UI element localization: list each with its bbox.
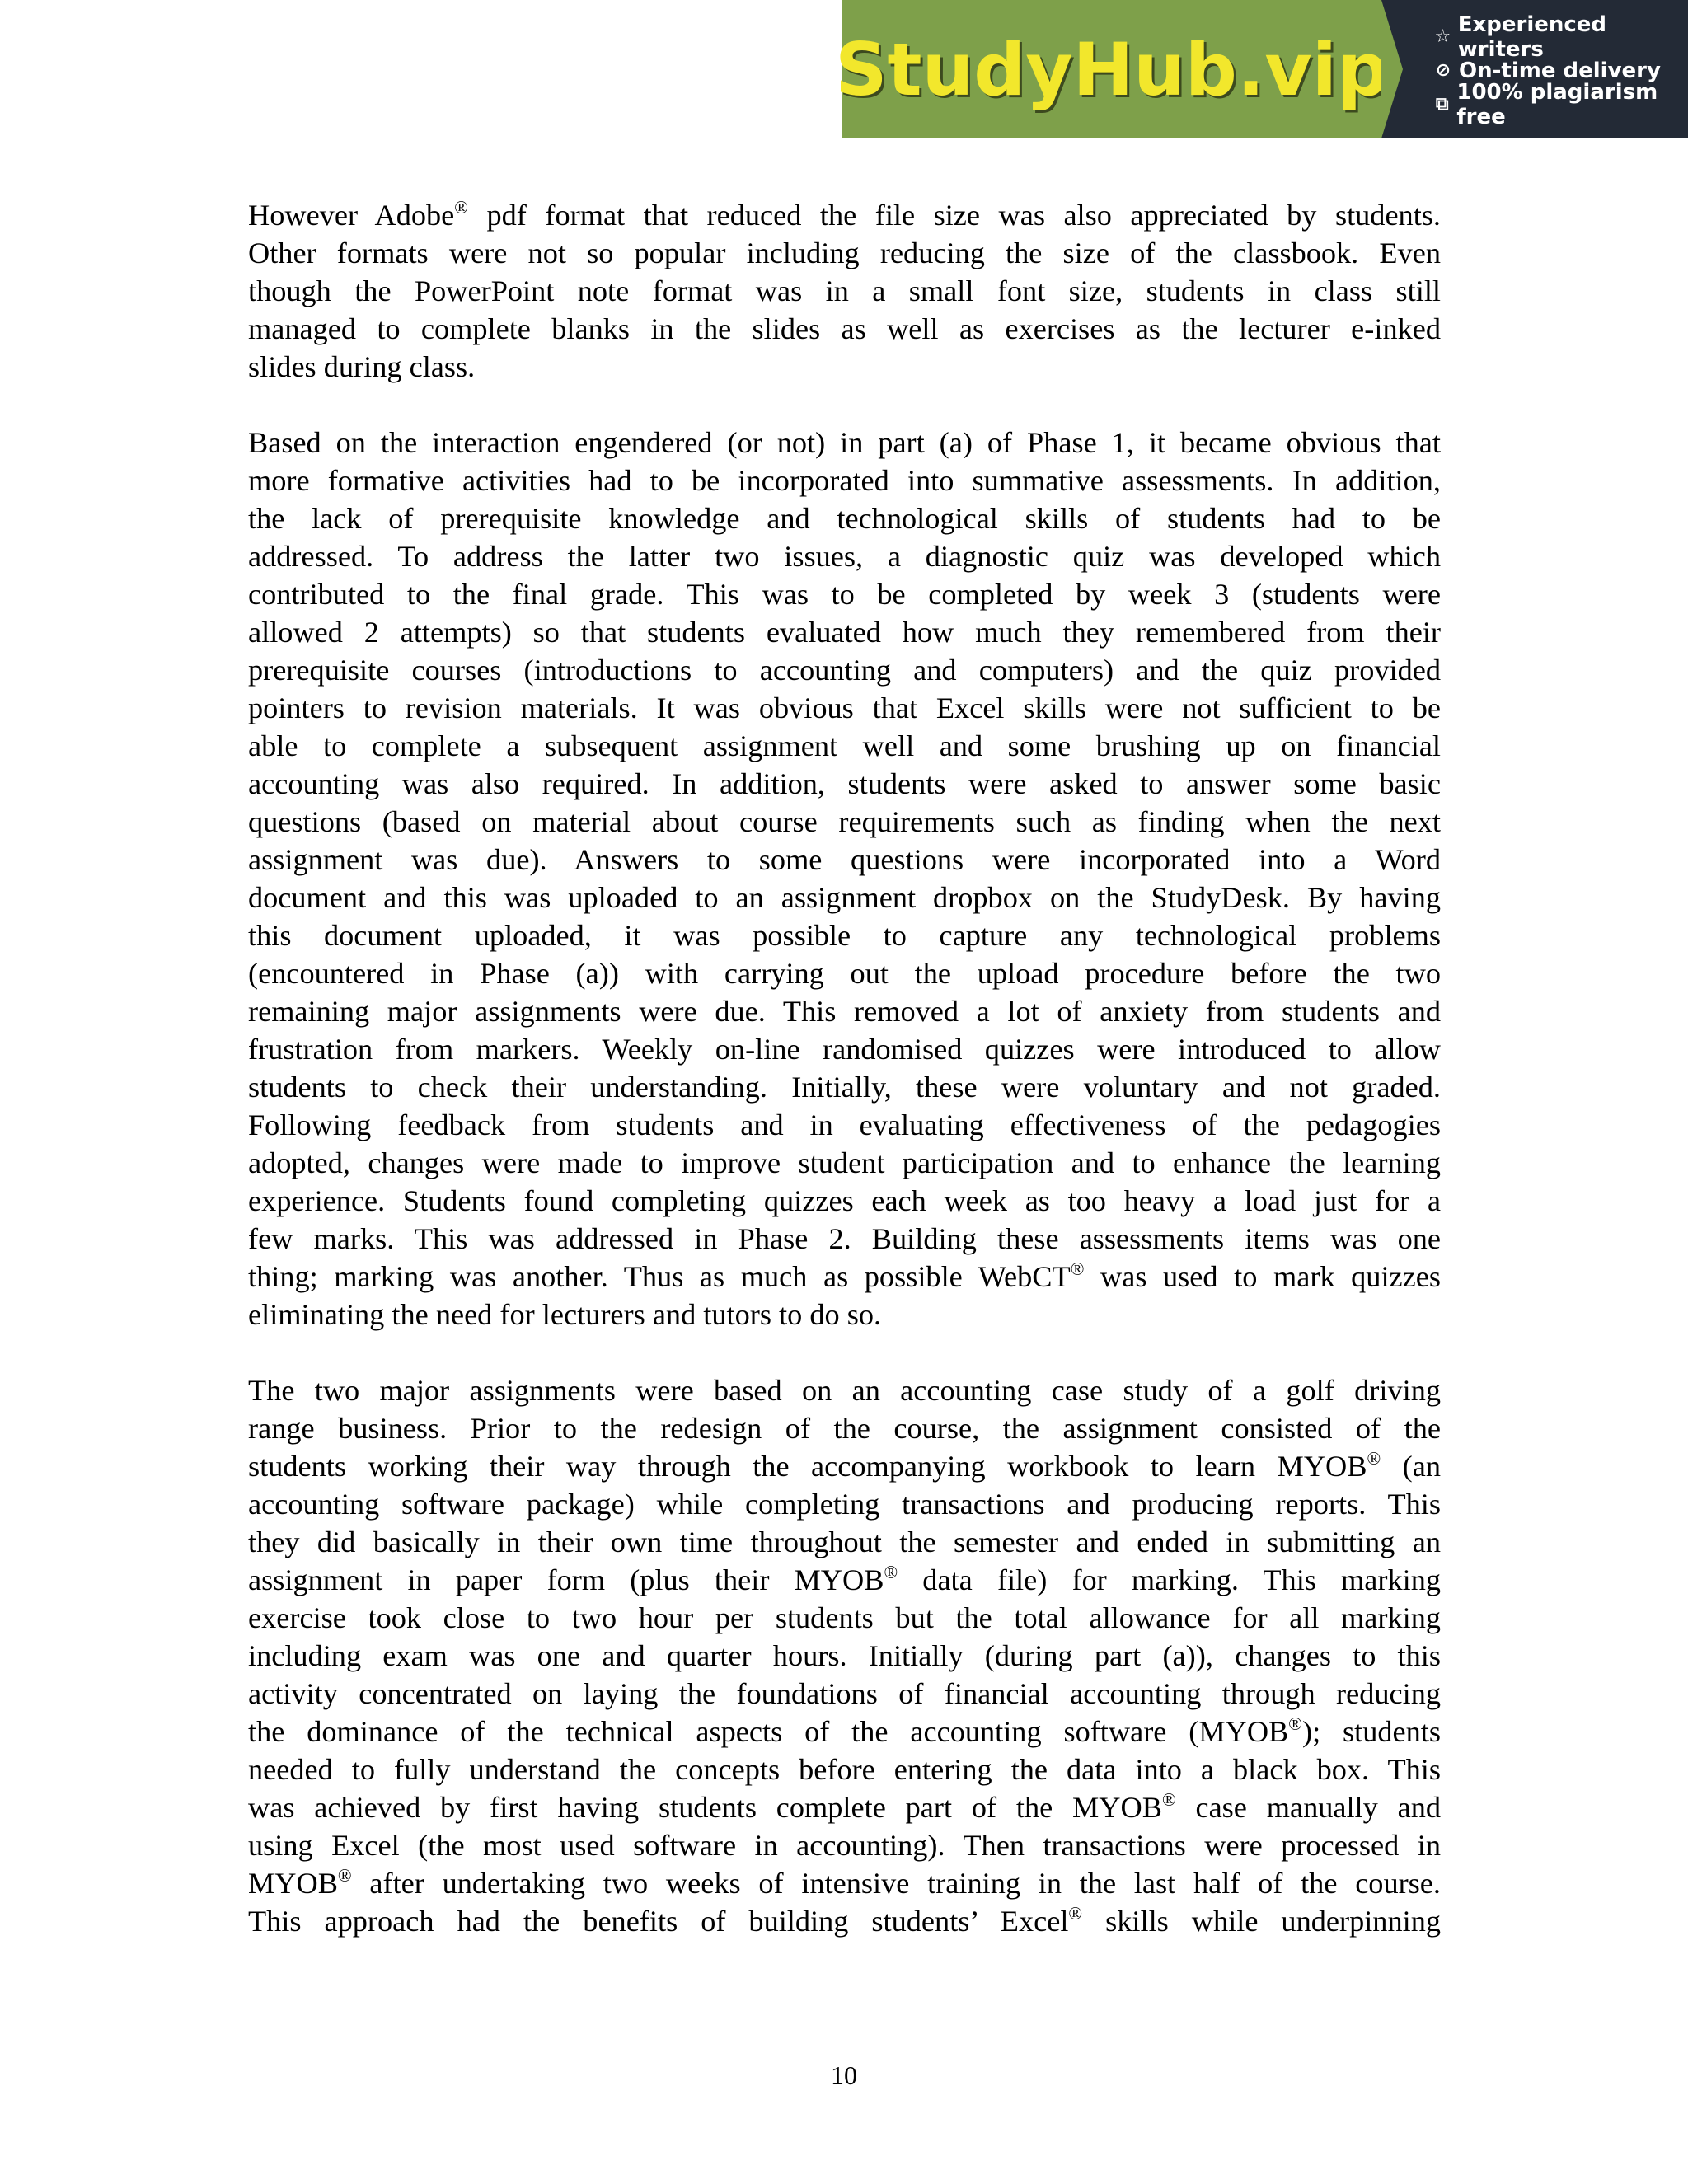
studyhub-banner[interactable] bbox=[835, 0, 1688, 138]
text-line: frustration from markers. Weekly on-line randomised quizzes were introduced to allow bbox=[248, 1033, 1441, 1066]
text-line: accounting software package) while completing transactions and producing reports. This bbox=[248, 1488, 1441, 1521]
paragraph bbox=[248, 424, 1441, 1333]
text-line: experience. Students found completing quizzes each week as too heavy a load just for a bbox=[248, 1184, 1441, 1217]
studyhub-logo[interactable] bbox=[835, 0, 1389, 138]
document-body bbox=[248, 196, 1441, 1978]
text-line: Following feedback from students and in evaluating effectiveness of the pedagogies bbox=[248, 1108, 1441, 1141]
text-line: (encountered in Phase (a)) with carrying out the upload procedure before the two bbox=[248, 957, 1441, 990]
star-icon: ☆ bbox=[1434, 26, 1451, 47]
feature-label: 100% plagiarism free bbox=[1456, 79, 1658, 129]
text-line: exercise took close to two hour per students but the total allowance for all marking bbox=[248, 1601, 1441, 1634]
text-line: document and this was uploaded to an assignment dropbox on the StudyDesk. By having bbox=[248, 881, 1441, 914]
text-line: the dominance of the technical aspects of the accounting software (MYOB®); students bbox=[248, 1713, 1441, 1748]
text-line: This approach had the benefits of building students’ Excel® skills while underpinning bbox=[248, 1903, 1441, 1938]
text-line: they did basically in their own time throughout the semester and ended in submitting an bbox=[248, 1526, 1441, 1558]
text-line: needed to fully understand the concepts before entering the data into a black box. This bbox=[248, 1753, 1441, 1786]
text-line: assignment in paper form (plus their MYOB® data file) for marking. This marking bbox=[248, 1562, 1441, 1596]
text-line: though the PowerPoint note format was in a small font size, students in class still bbox=[248, 274, 1441, 307]
text-line: thing; marking was another. Thus as much as possible WebCT® was used to mark quizzes bbox=[248, 1258, 1441, 1293]
text-line: accounting was also required. In addition, students were asked to answer some basic bbox=[248, 767, 1441, 800]
text-line: However Adobe® pdf format that reduced the file size was also appreciated by students. bbox=[248, 197, 1441, 232]
text-line: activity concentrated on laying the foundations of financial accounting through reducing bbox=[248, 1677, 1441, 1710]
text-line: remaining major assignments were due. This removed a lot of anxiety from students and bbox=[248, 995, 1441, 1028]
feature-plagiarism-free bbox=[1432, 79, 1688, 129]
text-line: this document uploaded, it was possible to capture any technological problems bbox=[248, 919, 1441, 952]
logo-text: StudyHub.vip bbox=[835, 26, 1389, 112]
clock-icon: ⊘ bbox=[1435, 60, 1451, 81]
paragraph bbox=[248, 196, 1441, 386]
text-line: the lack of prerequisite knowledge and technological skills of students had to be bbox=[248, 502, 1441, 535]
text-line: slides during class. bbox=[248, 350, 476, 383]
text-line: was achieved by first having students complete part of the MYOB® case manually and bbox=[248, 1789, 1441, 1824]
paragraph bbox=[248, 1371, 1441, 1940]
text-line: including exam was one and quarter hours. Initially (during part (a)), changes to this bbox=[248, 1639, 1441, 1672]
text-line: contributed to the final grade. This was to be completed by week 3 (students were bbox=[248, 578, 1441, 611]
text-line: addressed. To address the latter two issues, a diagnostic quiz was developed which bbox=[248, 540, 1441, 573]
feature-label: Experienced writers bbox=[1457, 12, 1607, 62]
text-line: prerequisite courses (introductions to accounting and computers) and the quiz provided bbox=[248, 654, 1441, 687]
text-line: adopted, changes were made to improve student participation and to enhance the learning bbox=[248, 1146, 1441, 1179]
text-line: few marks. This was addressed in Phase 2. Building these assessments items was one bbox=[248, 1222, 1441, 1255]
text-line: using Excel (the most used software in accounting). Then transactions were processed in bbox=[248, 1829, 1441, 1862]
text-line: Based on the interaction engendered (or not) in part (a) of Phase 1, it became obvious that bbox=[248, 426, 1441, 459]
feature-experienced-writers bbox=[1432, 12, 1688, 62]
feature-label: On-time delivery bbox=[1459, 58, 1661, 83]
text-line: The two major assignments were based on an accounting case study of a golf driving bbox=[248, 1374, 1441, 1407]
text-line: students to check their understanding. Initially, these were voluntary and not graded. bbox=[248, 1071, 1441, 1104]
banner-feature-list bbox=[1381, 0, 1688, 138]
text-line: MYOB® after undertaking two weeks of intensive training in the last half of the course. bbox=[248, 1865, 1441, 1900]
copy-icon: ⧉ bbox=[1435, 94, 1449, 115]
text-line: allowed 2 attempts) so that students evaluated how much they remembered from their bbox=[248, 616, 1441, 649]
text-line: managed to complete blanks in the slides as well as exercises as the lecturer e-inked bbox=[248, 312, 1441, 345]
text-line: range business. Prior to the redesign of the course, the assignment consisted of the bbox=[248, 1412, 1441, 1445]
text-line: eliminating the need for lecturers and tutors to do so. bbox=[248, 1298, 882, 1331]
text-line: questions (based on material about course requirements such as finding when the next bbox=[248, 805, 1441, 838]
page-number: 10 bbox=[831, 2060, 857, 2090]
banner-arrow-decoration bbox=[1381, 0, 1403, 138]
text-line: more formative activities had to be incorporated into summative assessments. In addition, bbox=[248, 464, 1441, 497]
text-line: able to complete a subsequent assignment well and some brushing up on financial bbox=[248, 729, 1441, 762]
text-line: assignment was due). Answers to some questions were incorporated into a Word bbox=[248, 843, 1441, 876]
text-line: students working their way through the accompanying workbook to learn MYOB® (an bbox=[248, 1448, 1441, 1483]
text-line: pointers to revision materials. It was obvious that Excel skills were not sufficient to be bbox=[248, 691, 1441, 724]
text-line: Other formats were not so popular including reducing the size of the classbook. Even bbox=[248, 237, 1441, 269]
